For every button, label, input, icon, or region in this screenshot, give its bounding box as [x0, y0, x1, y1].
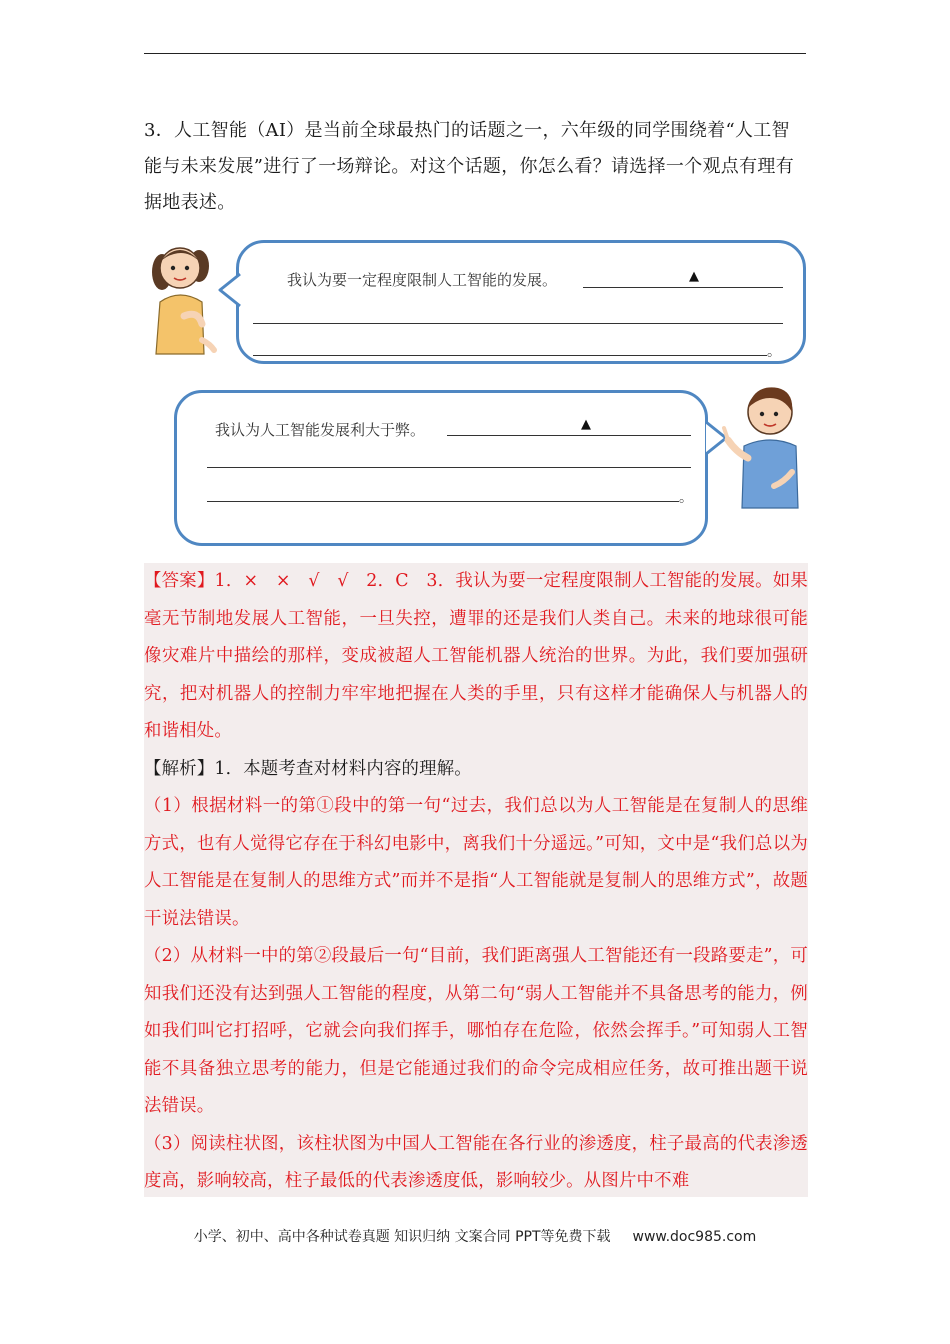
end-mark: 。	[767, 344, 781, 360]
analysis-title: 【解析】1．本题考查对材料内容的理解。	[144, 758, 472, 779]
answer-blank-line	[447, 435, 691, 436]
analysis-item-2: （2）从材料一中的第②段最后一句“目前，我们距离强人工智能还有一段路要走”，可知我们还没有达到强人工智能的程度，从第二句“弱人工智能并不具备思考的能力，例如我们叫它打招呼，它就会向我们挥手，哪怕存在危险，依然会挥手。”可知弱人工智能不具备独立思考的能力，但是它能通过我们的命令完成相应任务，故可推出题干说法错误。	[144, 946, 808, 1116]
answer-blank-line	[253, 323, 783, 324]
blank-marker: ▲	[581, 417, 591, 432]
boy-illustration	[714, 382, 808, 512]
blank-marker: ▲	[689, 269, 699, 284]
girl-speech-bubble	[236, 240, 806, 364]
answer-blank-line	[253, 355, 767, 356]
bubble-tail	[218, 272, 242, 308]
answer-blank-line	[207, 467, 691, 468]
header-rule	[144, 53, 806, 54]
boy-speech-bubble	[174, 390, 708, 546]
answer-section	[144, 563, 808, 1197]
answer-blank-line	[207, 501, 679, 502]
boy-statement: 我认为人工智能发展利大于弊。	[215, 421, 426, 439]
girl-illustration	[144, 232, 224, 362]
analysis-item-1: （1）根据材料一的第①段中的第一句“过去，我们总以为人工智能是在复制人的思维方式，也有人觉得它存在于科幻电影中，离我们十分遥远。”可知，文中是“我们总以为人工智能是在复制人的思维方式”而并不是指“人工智能就是复制人的思维方式”，故题干说法错误。	[144, 796, 808, 929]
page-footer	[0, 1226, 950, 1246]
footer-url[interactable]: www.doc985.com	[632, 1229, 757, 1245]
question-3: 3．人工智能（AI）是当前全球最热门的话题之一，六年级的同学围绕着“人工智能与未来发展”进行了一场辩论。对这个话题，你怎么看？请选择一个观点有理有据地表述。	[144, 120, 794, 213]
answer-paragraph: 【答案】1．× × √ √ 2．C 3．我认为要一定程度限制人工智能的发展。如果毫无节制地发展人工智能，一旦失控，遭罪的还是我们人类自己。未来的地球很可能像灾难片中描绘的那样，变成被超人工智能机器人统治的世界。为此，我们要加强研究，把对机器人的控制力牢牢地把握在人类的手里，只有这样才能确保人与机器人的和谐相处。	[144, 571, 808, 741]
girl-statement: 我认为要一定程度限制人工智能的发展。	[287, 271, 558, 289]
end-mark: 。	[679, 490, 693, 506]
debate-illustration	[144, 232, 808, 552]
footer-text: 小学、初中、高中各种试卷真题 知识归纳 文案合同 PPT等免费下载	[193, 1229, 611, 1245]
answer-blank-line	[583, 287, 783, 288]
analysis-item-3: （3）阅读柱状图，该柱状图为中国人工智能在各行业的渗透度，柱子最高的代表渗透度高，影响较高，柱子最低的代表渗透度低，影响较少。从图片中不难	[144, 1133, 808, 1191]
